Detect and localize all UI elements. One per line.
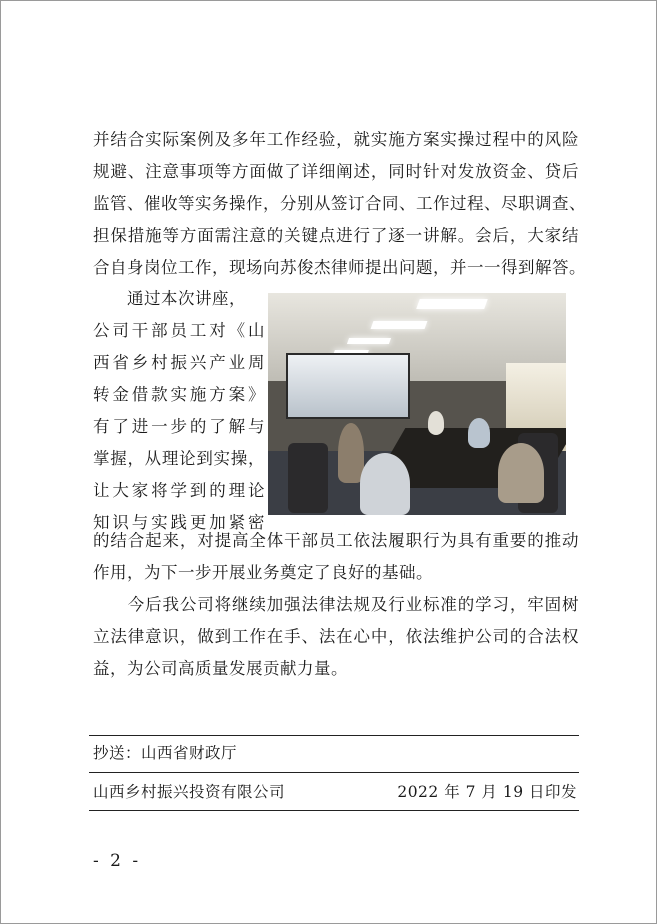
divider [89,810,579,811]
text-line: 监管、催收等实务操作，分别从签订合同、工作过程、尽职调查、 [93,194,586,213]
text-line: 西省乡村振兴产业周 [93,353,265,372]
paragraph-2 [93,283,265,539]
text-line: 并结合实际案例及多年工作经验，就实施方案实操过程中的风险 [93,130,579,149]
paragraph-1 [93,124,586,284]
meeting-photo [268,293,566,515]
issue-date: 2022 年 7 月 19 日印发 [397,783,577,801]
text-line: 通过本次讲座， [93,289,246,308]
divider [89,735,579,736]
page-number: - 2 - [93,851,142,871]
text-line: 益，为公司高质量发展贡献力量。 [93,659,348,678]
text-line: 今后我公司将继续加强法律法规及行业标准的学习，牢固树 [93,595,579,614]
issuer-name: 山西乡村振兴投资有限公司 [93,783,286,801]
text-line: 规避、注意事项等方面做了详细阐述，同时针对发放资金、贷后 [93,162,579,181]
text-line: 有了进一步的了解与 [93,417,265,436]
text-line: 掌握，从理论到实操， [93,449,265,468]
divider [89,772,579,773]
text-line: 作用，为下一步开展业务奠定了良好的基础。 [93,563,433,582]
text-line: 的结合起来，对提高全体干部员工依法履职行为具有重要的推动 [93,531,579,550]
text-line: 转金借款实施方案》 [93,385,265,404]
issuer-line [93,781,577,803]
paragraph-2-continued [93,525,579,589]
text-line: 让大家将学到的理论 [93,481,265,500]
text-line: 合自身岗位工作，现场向苏俊杰律师提出问题，并一一得到解答。 [93,258,586,277]
cc-line: 抄送：山西省财政厅 [93,744,238,762]
text-line: 知识与实践更加紧密 [93,513,265,532]
text-line: 立法律意识，做到工作在手、法在心中，依法维护公司的合法权 [93,627,579,646]
text-line: 担保措施等方面需注意的关键点进行了逐一讲解。会后，大家结 [93,226,579,245]
paragraph-3 [93,589,579,685]
text-line: 公司干部员工对《山 [93,321,265,340]
